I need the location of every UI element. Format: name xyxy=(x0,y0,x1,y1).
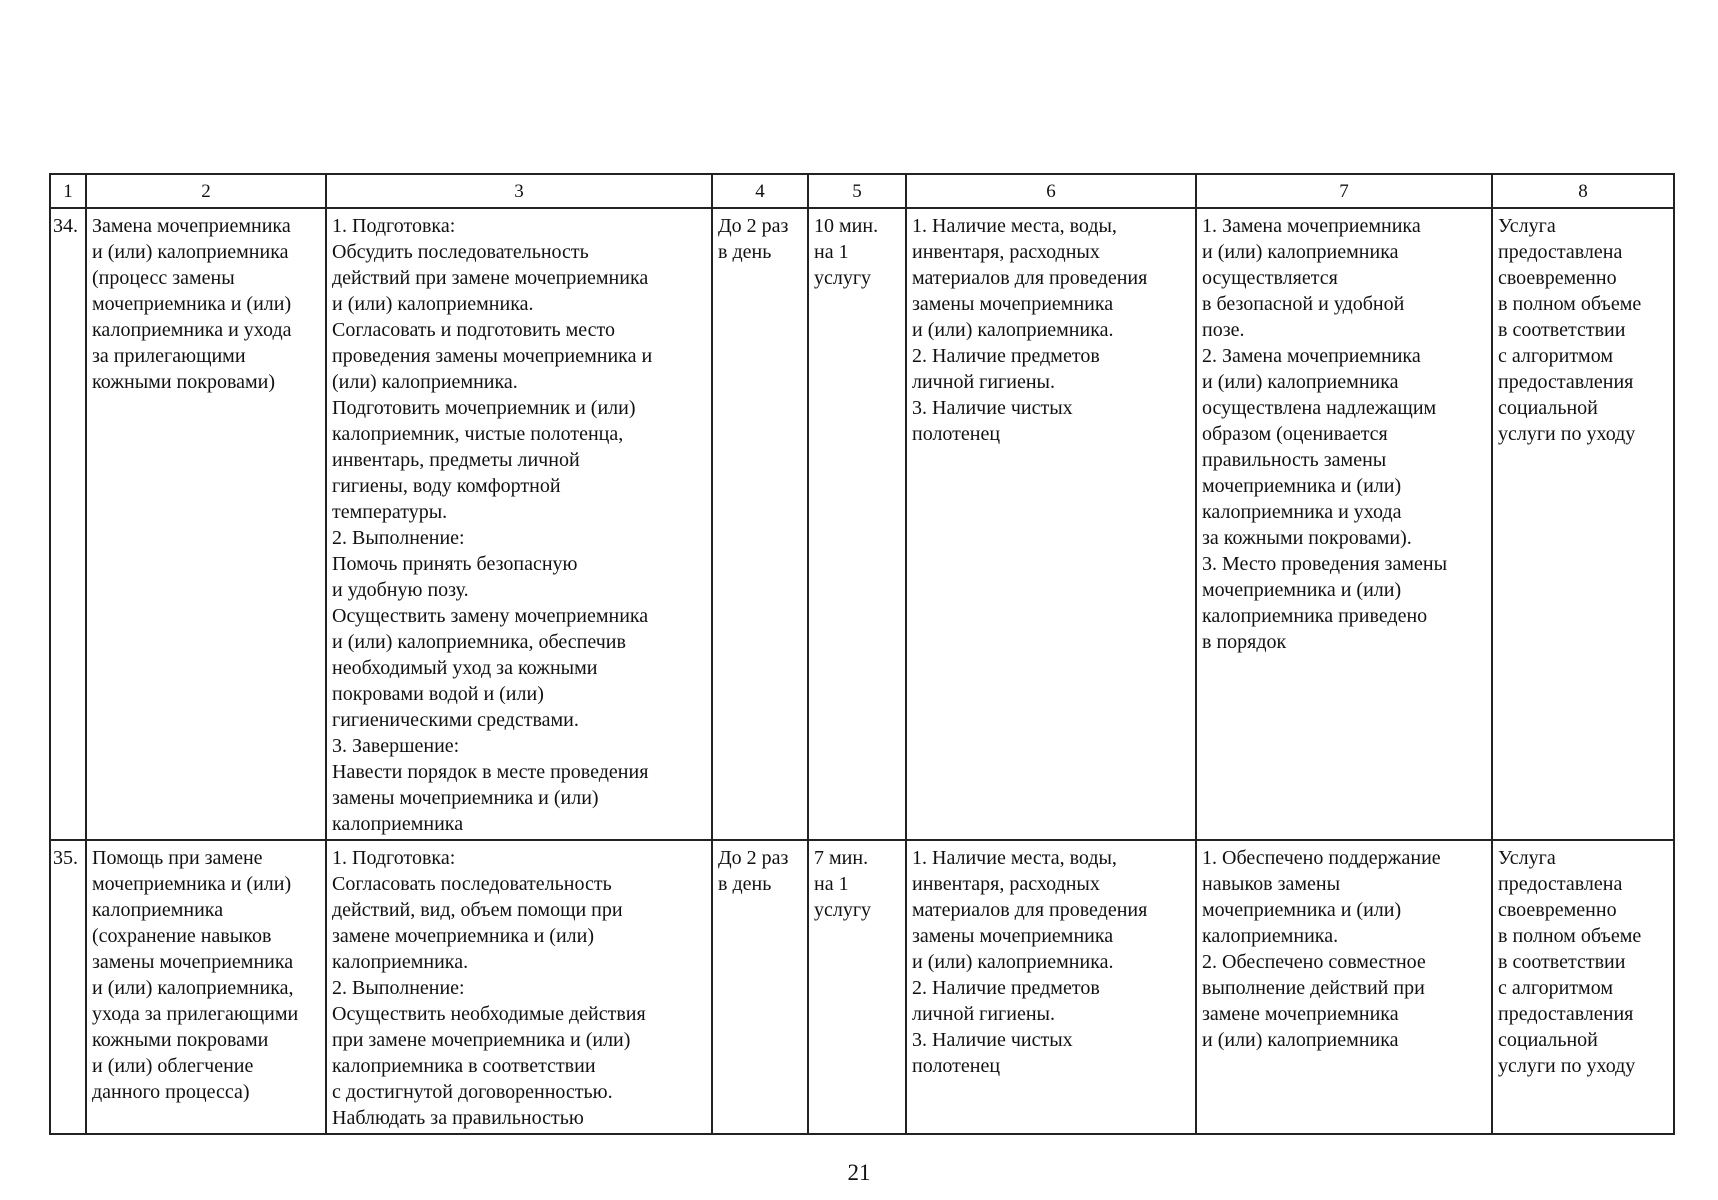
quality-indicators: 1. Замена мочеприемника и (или) калоприемника осуществляется в безопасной и удобной позе. 2. Замена мочеприемника и (или) калоприемника осуществлена надлежащим образом (оценивается правильность замены мочеприемника и (или) калоприемника и ухода за кожными покровами). 3. Место проведения замены мочеприемника и (или) калоприемника приведено в порядок xyxy=(1196,208,1492,840)
service-description: 1. Подготовка: Обсудить последовательность действий при замене мочеприемника и (или) калоприемника. Согласовать и подготовить место проведения замены мочеприемника и (или) калоприемника. Подготовить мочеприемник и (или) калоприемник, чистые полотенца, инвентарь, предметы личной гигиены, воду комфортной температуры. 2. Выполнение: Помочь принять безопасную и удобную позу. Осуществить замену мочеприемника и (или) калоприемника, обеспечив необходимый уход за кожными покровами водой и (или) гигиеническими средствами. 3. Завершение: Навести порядок в месте проведения замены мочеприемника и (или) калоприемника xyxy=(326,208,712,840)
column-number: 5 xyxy=(808,174,906,208)
row-number: 34. xyxy=(50,208,86,840)
service-name: Замена мочеприемника и (или) калоприемника (процесс замены мочеприемника и (или) калоприемника и ухода за прилегающими кожными покровами) xyxy=(86,208,326,840)
service-description: 1. Подготовка: Согласовать последовательность действий, вид, объем помощи при замене мочеприемника и (или) калоприемника. 2. Выполнение: Осуществить необходимые действия при замене мочеприемника и (или) калоприемника в соответствии с достигнутой договоренностью. Наблюдать за правильностью xyxy=(326,840,712,1134)
service-duration: 7 мин. на 1 услугу xyxy=(808,840,906,1134)
result-evaluation: Услуга предоставлена своевременно в полном объеме в соответствии с алгоритмом предоставления социальной услуги по уходу xyxy=(1492,840,1674,1134)
column-number: 1 xyxy=(50,174,86,208)
service-standards-table xyxy=(49,173,1675,1135)
row-number: 35. xyxy=(50,840,86,1134)
service-frequency: До 2 раз в день xyxy=(712,840,808,1134)
table-row xyxy=(50,208,1674,840)
column-number: 4 xyxy=(712,174,808,208)
table-row xyxy=(50,840,1674,1134)
service-duration: 10 мин. на 1 услугу xyxy=(808,208,906,840)
column-number: 6 xyxy=(906,174,1196,208)
service-name: Помощь при замене мочеприемника и (или) калоприемника (сохранение навыков замены мочеприемника и (или) калоприемника, ухода за прилегающими кожными покровами и (или) облегчение данного процесса) xyxy=(86,840,326,1134)
service-conditions: 1. Наличие места, воды, инвентаря, расходных материалов для проведения замены мочеприемника и (или) калоприемника. 2. Наличие предметов личной гигиены. 3. Наличие чистых полотенец xyxy=(906,208,1196,840)
column-number: 8 xyxy=(1492,174,1674,208)
column-number: 2 xyxy=(86,174,326,208)
column-number: 3 xyxy=(326,174,712,208)
service-conditions: 1. Наличие места, воды, инвентаря, расходных материалов для проведения замены мочеприемника и (или) калоприемника. 2. Наличие предметов личной гигиены. 3. Наличие чистых полотенец xyxy=(906,840,1196,1134)
quality-indicators: 1. Обеспечено поддержание навыков замены мочеприемника и (или) калоприемника. 2. Обеспечено совместное выполнение действий при замене мочеприемника и (или) калоприемника xyxy=(1196,840,1492,1134)
column-number-row xyxy=(50,174,1674,208)
page-number: 21 xyxy=(847,1160,871,1185)
result-evaluation: Услуга предоставлена своевременно в полном объеме в соответствии с алгоритмом предоставления социальной услуги по уходу xyxy=(1492,208,1674,840)
column-number: 7 xyxy=(1196,174,1492,208)
service-frequency: До 2 раз в день xyxy=(712,208,808,840)
